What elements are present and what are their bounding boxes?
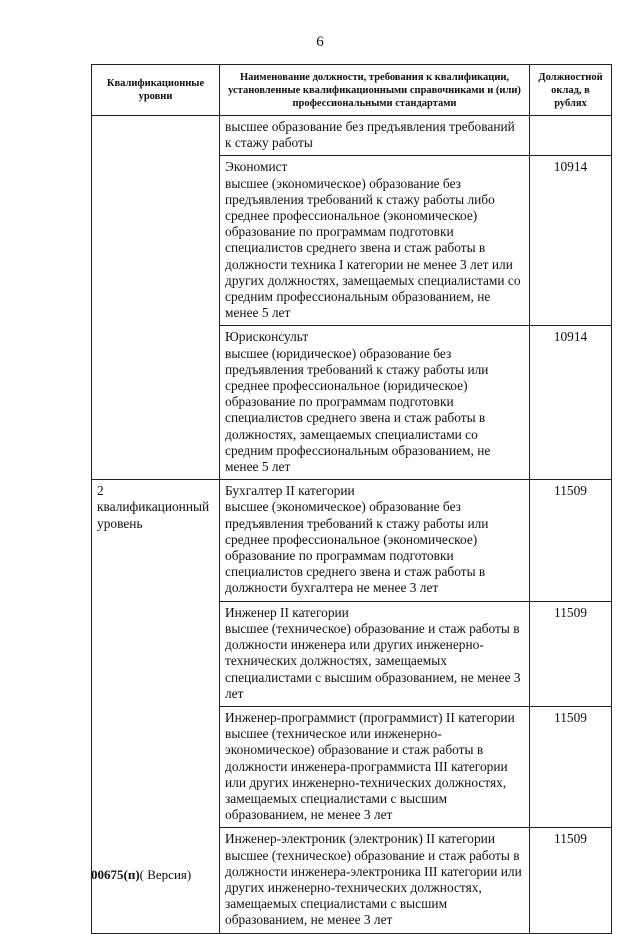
position-cell [220,326,530,480]
requirements-text: высшее (техническое) образование и стаж работы в должности инженера-электроника III категории или других инженерно-технических должностях, замещаемых специалистами с высшим образованием, не менее 3 лет [225,847,522,928]
requirements-text: высшее (экономическое) образование без предъявления требований к стажу работы или среднее профессиональное (экономическое) образование по программам подготовки специалистов среднего звена и стаж работы в должности бухгалтера не менее 3 лет [225,499,489,596]
salary-cell: 11509 [530,480,612,601]
position-title: Инженер-программист (программист) II категории [225,709,515,725]
position-title: Экономист [225,159,288,175]
requirements-text: высшее (экономическое) образование без предъявления требований к стажу работы либо среднее профессиональное (экономическое) образование по программам подготовки специалистов среднего звена и стаж работы в должности техника I категории не менее 3 лет или других должностях, замещаемых специалистами со средним профессиональным образованием, не менее 5 лет [225,175,521,321]
salary-cell: 11509 [530,601,612,706]
position-cell [220,706,530,827]
position-cell [220,828,530,933]
salary-cell: 11509 [530,828,612,933]
qualification-table [91,64,612,934]
table-row [92,116,612,156]
document-footer [91,867,191,883]
document-code: 00675(п) [91,867,140,882]
position-title: Инженер-электроник (электроник) II категории [225,831,495,847]
page-number: 6 [316,34,324,50]
salary-cell: 11509 [530,706,612,827]
level-cell [92,116,220,480]
document-version: ( Версия) [139,867,192,882]
position-cell [220,156,530,326]
salary-cell: 10914 [530,326,612,480]
salary-cell: 10914 [530,156,612,326]
requirements-text: высшее (техническое) образование и стаж работы в должности инженера или других инженерно-технических должностях, замещаемых специалистами с высшим образованием, не менее 3 лет [225,620,521,701]
header-position: Наименование должности, требования к квалификации, установленные квалификационными справочниками и (или) профессиональными стандартами [220,65,530,116]
table-row [92,480,612,601]
table-header-row [92,65,612,116]
requirements-text: высшее образование без предъявления требований к стажу работы [225,119,515,151]
position-cell [220,116,530,156]
position-cell [220,601,530,706]
position-title: Инженер II категории [225,604,349,620]
level-cell: 2 квалификационный уровень [92,480,220,933]
position-cell [220,480,530,601]
salary-cell [530,116,612,156]
position-title: Юрисконсульт [225,329,309,345]
requirements-text: высшее (техническое или инженерно-экономическое) образование и стаж работы в должности инженера-программиста III категории или других инженерно-технических должностях, замещаемых специалистами с высшим образованием, не менее 3 лет [225,726,508,823]
header-level: Квалификационные уровни [92,65,220,116]
requirements-text: высшее (юридическое) образование без предъявления требований к стажу работы или среднее профессиональное (юридическое) образование по программам подготовки специалистов среднего звена и стаж работы в должностях, замещаемых специалистами со средним профессиональным образованием, не менее 5 лет [225,345,491,475]
header-salary: Должностной оклад, в рублях [530,65,612,116]
position-title: Бухгалтер II категории [225,483,355,499]
